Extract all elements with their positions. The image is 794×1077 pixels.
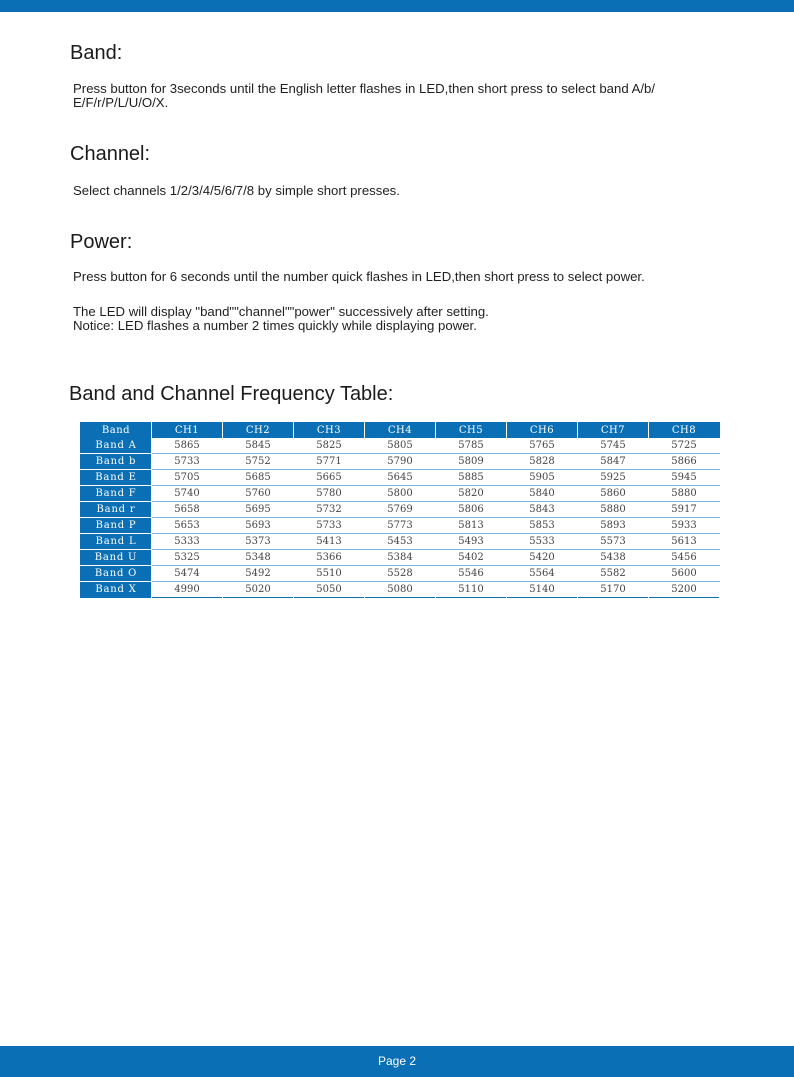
frequency-cell: 5685 <box>223 470 294 486</box>
frequency-cell: 5843 <box>507 502 578 518</box>
frequency-cell: 5413 <box>294 534 365 550</box>
frequency-cell: 5695 <box>223 502 294 518</box>
frequency-cell: 5865 <box>152 438 223 454</box>
table-row <box>81 566 720 582</box>
header-bar <box>0 0 794 12</box>
frequency-cell: 5733 <box>152 454 223 470</box>
band-label-cell: Band E <box>81 470 152 486</box>
frequency-cell: 5933 <box>649 518 720 534</box>
frequency-table-heading: Band and Channel Frequency Table: <box>69 383 394 405</box>
frequency-cell: 5658 <box>152 502 223 518</box>
column-header: CH5 <box>436 423 507 439</box>
frequency-cell: 5325 <box>152 550 223 566</box>
notice-note: Notice: LED flashes a number 2 times quickly while displaying power. <box>73 318 477 333</box>
frequency-cell: 5653 <box>152 518 223 534</box>
frequency-cell: 5705 <box>152 470 223 486</box>
band-label-cell: Band A <box>81 438 152 454</box>
frequency-cell: 5170 <box>578 582 649 598</box>
frequency-cell: 5845 <box>223 438 294 454</box>
band-label-cell: Band U <box>81 550 152 566</box>
frequency-cell: 5453 <box>365 534 436 550</box>
frequency-cell: 5806 <box>436 502 507 518</box>
frequency-table <box>80 422 720 598</box>
table-row <box>81 486 720 502</box>
frequency-cell: 5438 <box>578 550 649 566</box>
table-row <box>81 454 720 470</box>
frequency-cell: 5809 <box>436 454 507 470</box>
table-header-row <box>81 423 720 439</box>
frequency-cell: 5613 <box>649 534 720 550</box>
frequency-cell: 5110 <box>436 582 507 598</box>
band-instructions <box>73 82 733 110</box>
frequency-cell: 5945 <box>649 470 720 486</box>
frequency-cell: 5752 <box>223 454 294 470</box>
frequency-cell: 5769 <box>365 502 436 518</box>
frequency-cell: 5493 <box>436 534 507 550</box>
frequency-cell: 5080 <box>365 582 436 598</box>
frequency-cell: 5925 <box>578 470 649 486</box>
frequency-cell: 5880 <box>578 502 649 518</box>
frequency-cell: 5800 <box>365 486 436 502</box>
column-header: CH4 <box>365 423 436 439</box>
frequency-cell: 5582 <box>578 566 649 582</box>
frequency-cell: 5760 <box>223 486 294 502</box>
frequency-cell: 5828 <box>507 454 578 470</box>
power-instructions: Press button for 6 seconds until the number quick flashes in LED,then short press to select power. <box>73 269 645 284</box>
frequency-cell: 5564 <box>507 566 578 582</box>
frequency-cell: 5805 <box>365 438 436 454</box>
frequency-cell: 5745 <box>578 438 649 454</box>
frequency-cell: 5384 <box>365 550 436 566</box>
column-header: CH3 <box>294 423 365 439</box>
band-label-cell: Band O <box>81 566 152 582</box>
band-label-cell: Band P <box>81 518 152 534</box>
frequency-cell: 5693 <box>223 518 294 534</box>
column-header: CH6 <box>507 423 578 439</box>
table-row <box>81 518 720 534</box>
frequency-cell: 5200 <box>649 582 720 598</box>
frequency-cell: 5917 <box>649 502 720 518</box>
frequency-cell: 5492 <box>223 566 294 582</box>
table-row <box>81 534 720 550</box>
frequency-cell: 5780 <box>294 486 365 502</box>
table-row <box>81 582 720 598</box>
frequency-cell: 4990 <box>152 582 223 598</box>
frequency-cell: 5510 <box>294 566 365 582</box>
band-label-cell: Band X <box>81 582 152 598</box>
frequency-cell: 5665 <box>294 470 365 486</box>
table-row <box>81 502 720 518</box>
frequency-cell: 5860 <box>578 486 649 502</box>
band-label-cell: Band F <box>81 486 152 502</box>
band-heading: Band: <box>70 42 123 64</box>
frequency-cell: 5866 <box>649 454 720 470</box>
frequency-cell: 5765 <box>507 438 578 454</box>
band-instructions-line2: E/F/r/P/L/U/O/X. <box>73 95 169 110</box>
channel-instructions: Select channels 1/2/3/4/5/6/7/8 by simple short presses. <box>73 183 400 198</box>
frequency-cell: 5020 <box>223 582 294 598</box>
frequency-cell: 5771 <box>294 454 365 470</box>
led-display-note: The LED will display "band""channel""power" successively after setting. <box>73 304 489 319</box>
frequency-cell: 5733 <box>294 518 365 534</box>
frequency-cell: 5853 <box>507 518 578 534</box>
column-header: CH8 <box>649 423 720 439</box>
page-number: Page 2 <box>377 1054 417 1068</box>
frequency-cell: 5366 <box>294 550 365 566</box>
frequency-cell: 5885 <box>436 470 507 486</box>
frequency-cell: 5740 <box>152 486 223 502</box>
frequency-cell: 5333 <box>152 534 223 550</box>
frequency-cell: 5140 <box>507 582 578 598</box>
table-row <box>81 470 720 486</box>
frequency-cell: 5847 <box>578 454 649 470</box>
column-header: Band <box>81 423 152 439</box>
frequency-cell: 5732 <box>294 502 365 518</box>
frequency-cell: 5373 <box>223 534 294 550</box>
column-header: CH1 <box>152 423 223 439</box>
frequency-cell: 5533 <box>507 534 578 550</box>
frequency-cell: 5773 <box>365 518 436 534</box>
frequency-cell: 5725 <box>649 438 720 454</box>
channel-heading: Channel: <box>70 143 151 165</box>
frequency-cell: 5546 <box>436 566 507 582</box>
frequency-cell: 5905 <box>507 470 578 486</box>
frequency-cell: 5893 <box>578 518 649 534</box>
power-heading: Power: <box>70 231 133 253</box>
column-header: CH2 <box>223 423 294 439</box>
frequency-cell: 5840 <box>507 486 578 502</box>
band-label-cell: Band b <box>81 454 152 470</box>
frequency-cell: 5528 <box>365 566 436 582</box>
frequency-cell: 5880 <box>649 486 720 502</box>
frequency-cell: 5645 <box>365 470 436 486</box>
frequency-cell: 5813 <box>436 518 507 534</box>
frequency-cell: 5785 <box>436 438 507 454</box>
table-row <box>81 438 720 454</box>
band-instructions-line1: Press button for 3seconds until the English letter flashes in LED,then short press to select band A/b/ <box>73 81 656 96</box>
frequency-cell: 5402 <box>436 550 507 566</box>
footer-bar <box>0 1046 794 1077</box>
frequency-cell: 5420 <box>507 550 578 566</box>
frequency-cell: 5474 <box>152 566 223 582</box>
band-label-cell: Band L <box>81 534 152 550</box>
column-header: CH7 <box>578 423 649 439</box>
frequency-cell: 5348 <box>223 550 294 566</box>
frequency-cell: 5600 <box>649 566 720 582</box>
frequency-cell: 5790 <box>365 454 436 470</box>
table-row <box>81 550 720 566</box>
frequency-cell: 5050 <box>294 582 365 598</box>
frequency-cell: 5820 <box>436 486 507 502</box>
frequency-cell: 5573 <box>578 534 649 550</box>
frequency-cell: 5825 <box>294 438 365 454</box>
frequency-cell: 5456 <box>649 550 720 566</box>
band-label-cell: Band r <box>81 502 152 518</box>
